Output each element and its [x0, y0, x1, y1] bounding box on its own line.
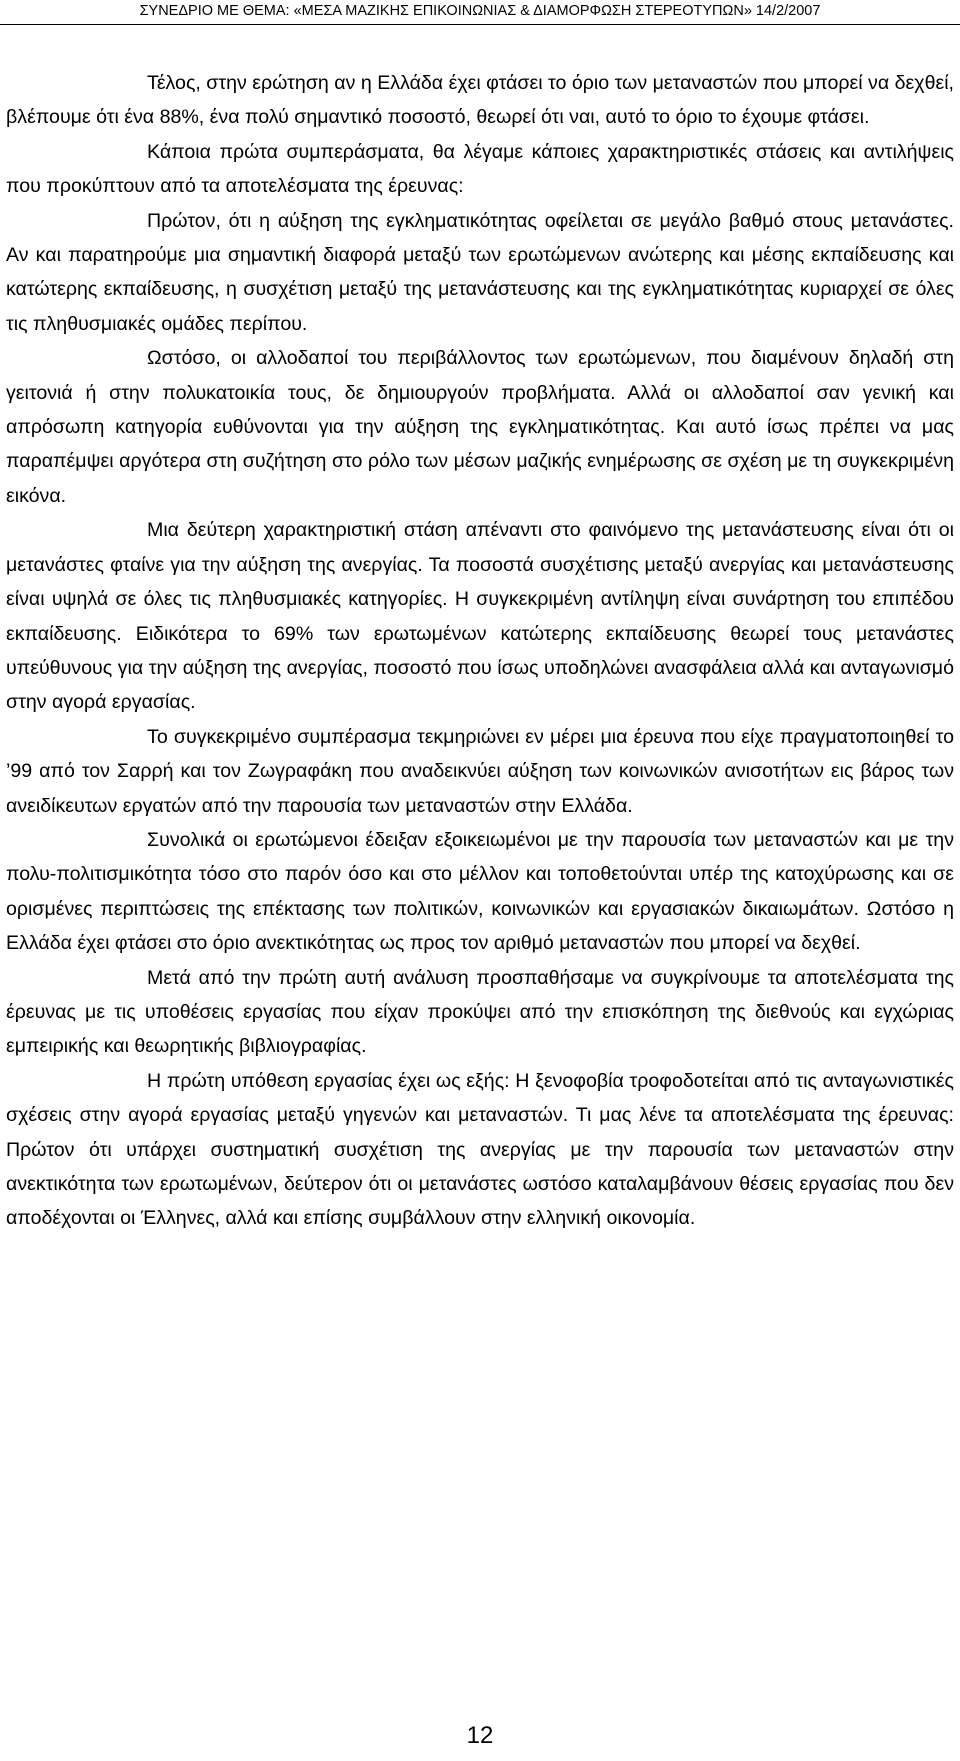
running-header: ΣΥΝΕΔΡΙΟ ΜΕ ΘΕΜΑ: «ΜΕΣΑ ΜΑΖΙΚΗΣ ΕΠΙΚΟΙΝΩΝΙΑΣ & ΔΙΑΜΟΡΦΩΣΗ ΣΤΕΡΕΟΤΥΠΩΝ» 14/2/2007 — [139, 3, 821, 19]
paragraph: Πρώτον, ότι η αύξηση της εγκληματικότητας οφείλεται σε μεγάλο βαθμό στους μετανάστες. Αν και παρατηρούμε μια σημαντική διαφορά μεταξύ των ερωτώμενων ανώτερης και μέσης εκπαίδευσης και κατώτερης εκπαίδευσης, η συσχέτιση μεταξύ της μετανάστευσης και της εγκληματικότητας κυριαρχεί σε όλες τις πληθυσμιακές ομάδες περίπου. — [6, 209, 954, 335]
paragraph: Ωστόσο, οι αλλοδαποί του περιβάλλοντος των ερωτώμενων, που διαμένουν δηλαδή στη γειτονιά ή στην πολυκατοικία τους, δε δημιουργούν προβλήματα. Αλλά οι αλλοδαποί σαν γενική και απρόσωπη κατηγορία ευθύνονται για την αύξηση της εγκληματικότητας. Και αυτό ίσως πρέπει να μας παραπέμψει αργότερα στη συζήτηση στο ρόλο των μέσων μαζικής ενημέρωσης σε σχέση με τη συγκεκριμένη εικόνα. — [6, 347, 954, 507]
paragraph: Μια δεύτερη χαρακτηριστική στάση απέναντι στο φαινόμενο της μετανάστευσης είναι ότι οι μετανάστες φταίνε για την αύξηση της ανεργίας. Τα ποσοστά συσχέτισης μεταξύ ανεργίας και μετανάστευσης είναι υψηλά σε όλες τις πληθυσμιακές κατηγορίες. Η συγκεκριμένη αντίληψη είναι συνάρτηση του επιπέδου εκπαίδευσης. Ειδικότερα το 69% των ερωτωμένων κατώτερης εκπαίδευσης θεωρεί τους μετανάστες υπεύθυνους για την αύξηση της ανεργίας, ποσοστό που ίσως υποδηλώνει ανασφάλεια αλλά και ανταγωνισμό στην αγορά εργασίας. — [6, 519, 954, 714]
paragraph: Τέλος, στην ερώτηση αν η Ελλάδα έχει φτάσει το όριο των μεταναστών που μπορεί να δεχθεί, βλέπουμε ότι ένα 88%, ένα πολύ σημαντικό ποσοστό, θεωρεί ότι ναι, αυτό το όριο το έχουμε φτάσει. — [6, 72, 954, 129]
paragraph: Κάποια πρώτα συμπεράσματα, θα λέγαμε κάποιες χαρακτηριστικές στάσεις και αντιλήψεις που προκύπτουν από τα αποτελέσματα της έρευνας: — [6, 140, 954, 198]
header-divider — [0, 24, 960, 25]
paragraph: Το συγκεκριμένο συμπέρασμα τεκμηριώνει εν μέρει μια έρευνα που είχε πραγματοποιηθεί το ’99 από τον Σαρρή και τον Ζωγραφάκη που αναδεικνύει αύξηση των κοινωνικών ανισοτήτων εις βάρος των ανειδίκευτων εργατών από την παρουσία των μεταναστών στην Ελλάδα. — [6, 725, 954, 817]
page-number: 12 — [466, 1722, 494, 1749]
paragraph: Η πρώτη υπόθεση εργασίας έχει ως εξής: Η ξενοφοβία τροφοδοτείται από τις ανταγωνιστικές σχέσεις στην αγορά εργασίας μεταξύ γηγενών και μεταναστών. Τι μας λένε τα αποτελέσματα της έρευνας: Πρώτον ότι υπάρχει συστηματική συσχέτιση της ανεργίας με την παρουσία των μεταναστών στην ανεκτικότητα των ερωτωμένων, δεύτερον ότι οι μετανάστες ωστόσο καταλαμβάνουν θέσεις εργασίας που δεν αποδέχονται οι Έλληνες, αλλά και επίσης συμβάλλουν στην ελληνική οικονομία. — [6, 1069, 954, 1230]
paragraph: Συνολικά οι ερωτώμενοι έδειξαν εξοικειωμένοι με την παρουσία των μεταναστών και με την πολυ-πολιτισμικότητα τόσο στο παρόν όσο και στο μέλλον και τοποθετούνται υπέρ της κατοχύρωσης και σε ορισμένες περιπτώσεις της επέκτασης των πολιτικών, κοινωνικών και εργασιακών δικαιωμάτων. Ωστόσο η Ελλάδα έχει φτάσει στο όριο ανεκτικότητας ως προς τον αριθμό μεταναστών που μπορεί να δεχθεί. — [6, 828, 954, 955]
document-body — [6, 66, 954, 1236]
paragraph: Μετά από την πρώτη αυτή ανάλυση προσπαθήσαμε να συγκρίνουμε τα αποτελέσματα της έρευνας με τις υποθέσεις εργασίας που είχαν προκύψει από την επισκόπηση της διεθνούς και εγχώριας εμπειρικής και θεωρητικής βιβλιογραφίας. — [6, 966, 954, 1058]
